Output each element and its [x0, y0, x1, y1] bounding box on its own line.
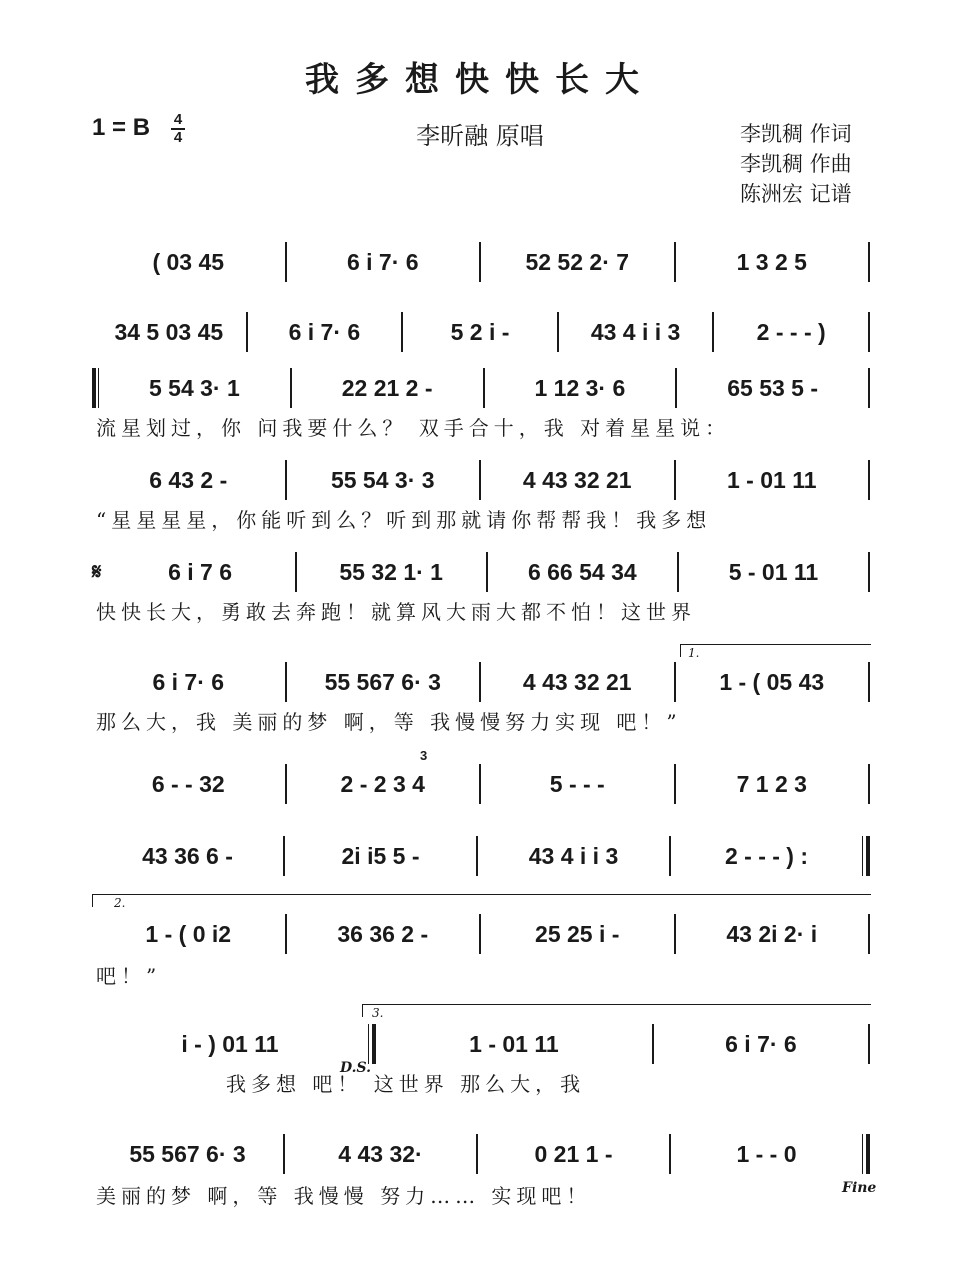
- score-system: [92, 764, 870, 804]
- measure: 43 4 i i 3: [528, 842, 619, 869]
- score-system: [92, 914, 870, 954]
- measure: 1 - ( 0 i2: [145, 920, 232, 947]
- measure: ( 03 45: [152, 248, 225, 275]
- segno-sign: 𝄋: [92, 559, 102, 584]
- measure: 7 1 2 3: [736, 770, 807, 797]
- measure: 55 54 3· 3: [330, 466, 435, 493]
- measure: 6 43 2 -: [149, 466, 228, 493]
- key-signature: 1 = B: [92, 114, 151, 141]
- measure: 4 43 32 21: [522, 668, 632, 695]
- volta-1-bracket: [680, 644, 871, 657]
- measure: 1 3 2 5: [736, 248, 807, 275]
- lyric-line: 那么大，我 美丽的梦 啊，等 我慢慢努力实现 吧！”: [96, 710, 682, 734]
- lyric-line: “星星星星，你能听到么？听到那就请你帮帮我！我多想: [96, 508, 712, 532]
- measure: 55 32 1· 1: [339, 558, 443, 585]
- volta-2-bracket: [92, 894, 871, 907]
- measure: 6 66 54 34: [527, 558, 637, 585]
- measure: 2 - - - ): [756, 318, 826, 345]
- measure: 5 54 3· 1: [148, 374, 240, 401]
- triplet-mark: 3: [420, 748, 428, 763]
- score-system: [92, 368, 870, 408]
- measure: 6 i 7 6: [168, 558, 232, 585]
- score-system: [92, 460, 870, 500]
- composer-credit: 李凯稠 作曲: [740, 152, 852, 176]
- volta-3-number: 3.: [372, 1006, 384, 1020]
- measure: 43 2i 2· i: [726, 920, 818, 947]
- measure: 34 5 03 45: [114, 318, 224, 345]
- measure: 1 - - 0: [736, 1140, 797, 1167]
- singer-credit: 李昕融 原唱: [416, 122, 544, 150]
- score-system: [92, 1024, 870, 1064]
- repeat-start: [92, 368, 99, 408]
- transcriber-credit: 陈洲宏 记谱: [740, 182, 852, 206]
- lyric-line: 吧！”: [96, 964, 162, 988]
- measure: 2i i5 5 -: [341, 842, 420, 869]
- measure: 52 52 2· 7: [525, 248, 630, 275]
- repeat-end: [862, 836, 870, 876]
- measure: 5 - 01 11: [728, 558, 819, 585]
- lyric-line: 快快长大，勇敢去奔跑！就算风大雨大都不怕！这世界: [96, 600, 696, 624]
- measure: 6 i 7· 6: [725, 1030, 797, 1057]
- final-barline: [862, 1134, 870, 1174]
- score-system: [92, 242, 870, 282]
- measure: 5 2 i -: [450, 318, 510, 345]
- measure: 36 36 2 -: [337, 920, 429, 947]
- measure: 25 25 i -: [535, 920, 620, 947]
- measure: 65 53 5 -: [727, 374, 819, 401]
- volta-2-number: 2.: [114, 896, 126, 910]
- measure: 2 - - - ) :: [724, 842, 809, 869]
- measure: 1 - 01 11: [469, 1030, 559, 1057]
- score-system: [92, 836, 870, 876]
- score-system: [92, 312, 870, 352]
- ds-marking: D.S.: [340, 1060, 372, 1076]
- volta-3-bracket: [362, 1004, 871, 1017]
- score-system: [92, 1134, 870, 1174]
- song-title: 我多想快快长大: [305, 60, 655, 100]
- lyric-line: 我多想 吧！ 这世界 那么大，我: [226, 1072, 586, 1096]
- volta-1-number: 1.: [688, 646, 700, 660]
- measure: 5 - - -: [549, 770, 605, 797]
- measure: 6 - - 32: [151, 770, 225, 797]
- measure: 1 - 01 11: [726, 466, 817, 493]
- time-sig-top: 4: [173, 111, 183, 128]
- measure: 6 i 7· 6: [346, 248, 419, 275]
- measure: 0 21 1 -: [534, 1140, 613, 1167]
- measure: 55 567 6· 3: [324, 668, 441, 695]
- time-sig-bottom: 4: [173, 129, 183, 146]
- measure: 2 - 2 3 4: [340, 770, 425, 797]
- measure: 6 i 7· 6: [288, 318, 361, 345]
- lyric-line: 流星划过，你 问我要什么？ 双手合十，我 对着星星说：: [96, 416, 731, 440]
- measure: 4 43 32·: [338, 1140, 423, 1167]
- lyric-line: 美丽的梦 啊，等 我慢慢 努力…… 实现吧！: [96, 1184, 592, 1208]
- measure: 4 43 32 21: [522, 466, 632, 493]
- measure: 55 567 6· 3: [129, 1140, 246, 1167]
- measure: 1 12 3· 6: [534, 374, 626, 401]
- fine-marking: Fine: [842, 1180, 877, 1196]
- measure: 43 36 6 -: [142, 842, 233, 869]
- measure: 1 - ( 05 43: [719, 668, 825, 695]
- score-system: [92, 552, 870, 592]
- score-system: [92, 662, 870, 702]
- lyricist-credit: 李凯稠 作词: [740, 122, 852, 146]
- measure: 43 4 i i 3: [590, 318, 681, 345]
- measure: 22 21 2 -: [341, 374, 433, 401]
- measure: i - ) 01 11: [181, 1030, 279, 1057]
- measure: 6 i 7· 6: [152, 668, 225, 695]
